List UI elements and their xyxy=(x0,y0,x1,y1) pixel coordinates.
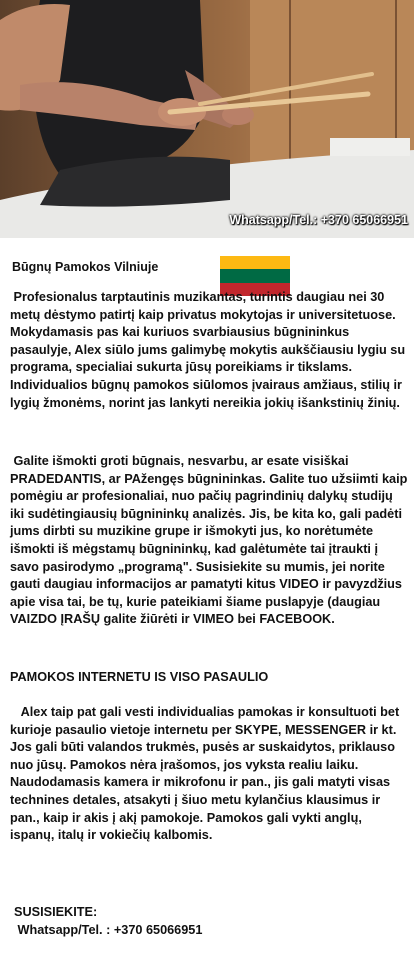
intro-paragraph: Profesionalus tarptautinis muzikantas, turintis daugiau nei 30 metų dėstymo patirtį kaip privatus mokytojas ir universitetuose. Mokydamasis pas kai kuriuos svarbiausius būgnininkus pasaulyje, Alex siūlo jums galimybę mokytis aukščiausiu lygiu su programa, specialiai sukurta jūsų poreikiams ir tikslams. Individualios būgnų pamokos siūlomos įvairaus amžiaus, stilių ir lygių žmonėms, norint jas lankyti nereikia jokių išankstinių žinių. xyxy=(10,290,409,410)
contact-block xyxy=(14,903,202,939)
online-lessons-heading: PAMOKOS INTERNETU IS VISO PASAULIO xyxy=(10,670,269,684)
contact-phone: Whatsapp/Tel. : +370 65066951 xyxy=(14,923,203,937)
hero-phone-caption: Whatsapp/Tel.: +370 65066951 xyxy=(229,213,408,227)
drum-rim xyxy=(330,138,410,156)
flag-stripe-green xyxy=(220,269,290,282)
drummer-photo-illustration xyxy=(0,0,414,238)
page-title: Būgnų Pamokos Vilniuje xyxy=(12,260,159,274)
title-row xyxy=(12,256,402,282)
hero-photo xyxy=(0,0,414,238)
skills-paragraph: Galite išmokti groti būgnais, nesvarbu, ar esate visiškai PRADEDANTIS, ar PAžengęs būgnininkas. Galite tuo užsiimti kaip pomėgiu ar profesionaliai, nuo pačių pagrindinių dalykų studijų iki sudėtingiausių būgnininkų analizės. Jis, be kita ko, gali padėti jums dirbti su muzikine grupe ir išmokyti jus, ko norėtumėte išmokti iš mėgstamų būgnininkų, kad galėtumėte tai įtraukti į savo pasirodymo „programą". Susisiekite su mumis, jei norite gauti daugiau informacijos ar pamatyti kitus VIDEO ir pavyzdžius apie visa tai, be tų, kurie pateikiami šiame puslapyje (daugiau VAIZDO ĮRAŠŲ galite žiūrėti ir VIMEO bei FACEBOOK. xyxy=(10,454,411,627)
online-lessons-paragraph: Alex taip pat gali vesti individualias pamokas ir konsultuoti bet kurioje pasaulio vietoje internetu per SKYPE, MESSENGER ir kt. Jos gali būti valandos trukmės, pusės ar suskaidytos, priklauso nuo jūsų. Pamokos nėra įrašomos, jos vyksta realiu laiku. Naudodamasis kamera ir mikrofonu ir pan., jis gali matyti visas technines detales, atsakyti į šiuo metu kylančius klausimus ir pan., kaip ir akis į akį pamokoje. Pamokos gali vykti anglų, ispanų, italų ir vokiečių kalbomis. xyxy=(10,705,403,843)
flag-stripe-yellow xyxy=(220,256,290,269)
contact-label: SUSISIEKITE: xyxy=(14,905,98,919)
